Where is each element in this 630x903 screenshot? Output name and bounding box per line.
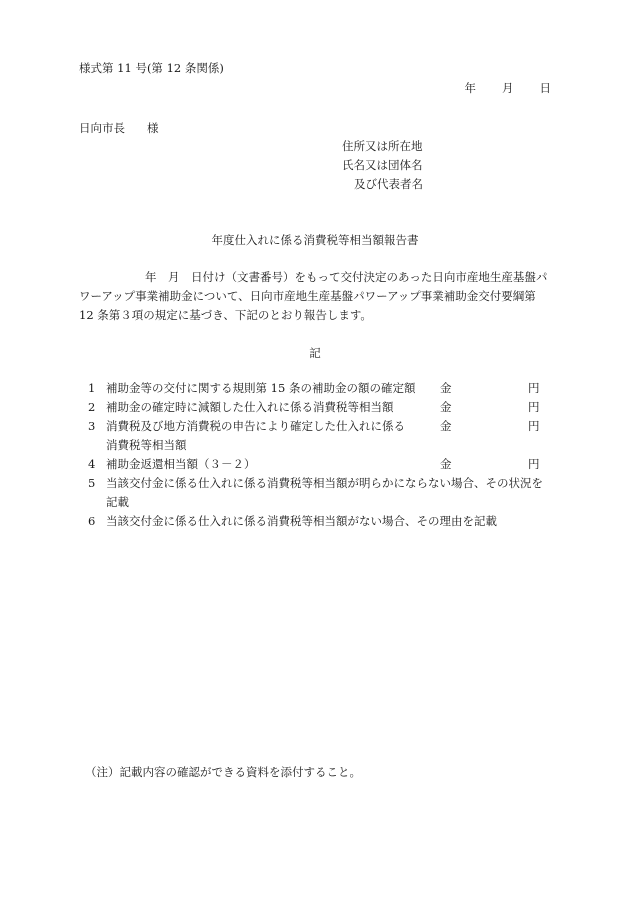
item-text-continuation: 消費税等相当額 <box>106 438 187 452</box>
amount-yen-label: 円 <box>528 457 540 471</box>
item-text: 補助金の確定時に減額した仕入れに係る消費税等相当額 <box>106 400 394 414</box>
date-line <box>465 83 552 95</box>
ki-heading: 記 <box>309 346 321 360</box>
addressee-name: 日向市長 <box>79 121 125 135</box>
form-number: 様式第 11 号(第 12 条関係) <box>79 61 224 75</box>
date-month: 月 <box>502 81 514 95</box>
date-year: 年 <box>464 81 476 95</box>
item-5 <box>88 478 558 497</box>
applicant-representative-label: 及び代表者名 <box>354 177 423 191</box>
amount-yen-label: 円 <box>528 381 540 395</box>
body-line-1: 年 月 日付け（文書番号）をもって交付決定のあった日向市産地生産基盤パ <box>145 270 548 284</box>
item-number: 5 <box>88 476 96 490</box>
item-number: 6 <box>88 514 96 528</box>
item-number: 3 <box>88 419 96 433</box>
amount-kin-label: 金 <box>440 457 452 471</box>
item-number: 1 <box>88 381 96 395</box>
item-number: 4 <box>88 457 96 471</box>
item-6 <box>88 516 558 535</box>
attachment-note: （注）記載内容の確認ができる資料を添付すること。 <box>85 765 361 779</box>
item-text-continuation: 記載 <box>106 495 129 509</box>
applicant-address-label: 住所又は所在地 <box>342 139 423 153</box>
amount-kin-label: 金 <box>440 381 452 395</box>
amount-kin-label: 金 <box>440 400 452 414</box>
body-line-2: ワーアップ事業補助金について、日向市産地生産基盤パワーアップ事業補助金交付要綱第 <box>79 289 536 303</box>
amount-kin-label: 金 <box>440 419 452 433</box>
body-paragraph <box>79 268 551 325</box>
item-list <box>88 383 558 535</box>
item-text: 補助金返還相当額（３－２） <box>106 457 256 471</box>
item-text: 消費税及び地方消費税の申告により確定した仕入れに係る <box>106 419 405 433</box>
applicant-name-label: 氏名又は団体名 <box>342 158 423 172</box>
applicant-block <box>342 141 423 198</box>
amount-yen-label: 円 <box>528 419 540 433</box>
item-text: 当該交付金に係る仕入れに係る消費税等相当額が明らかにならない場合、その状況を <box>106 476 543 490</box>
amount-yen-label: 円 <box>528 400 540 414</box>
item-text: 補助金等の交付に関する規則第 15 条の補助金の額の確定額 <box>106 381 416 395</box>
item-text: 当該交付金に係る仕入れに係る消費税等相当額がない場合、その理由を記載 <box>106 514 497 528</box>
item-number: 2 <box>88 400 96 414</box>
addressee <box>79 123 159 135</box>
body-line-3: 12 条第３項の規定に基づき、下記のとおり報告します。 <box>79 308 372 322</box>
addressee-honorific: 様 <box>147 121 159 135</box>
date-day: 日 <box>539 81 551 95</box>
document-title: 年度仕入れに係る消費税等相当額報告書 <box>211 233 419 247</box>
